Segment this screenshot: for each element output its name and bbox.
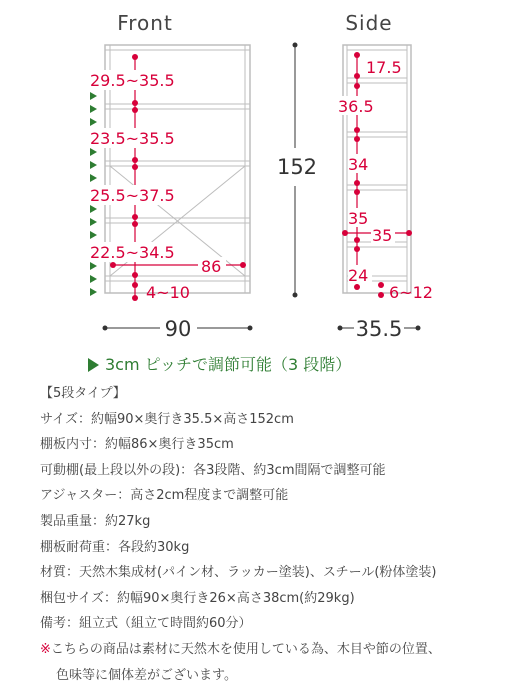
adjustable-pitch-note <box>88 352 351 375</box>
pitch-marker-icon <box>90 262 97 270</box>
spec-remarks: 備考：組立式（組立て時間約60分） <box>40 616 252 632</box>
spec-weight: 製品重量：約27kg <box>40 513 151 529</box>
side-gap-labels <box>337 57 433 302</box>
front-gap-1-label: 29.5~35.5 <box>90 71 175 90</box>
pitch-marker-icon <box>90 174 97 182</box>
side-inner-depth-label: 35 <box>372 226 393 245</box>
side-gap-4-label: 35 <box>348 209 369 228</box>
side-gap-2-label: 36.5 <box>338 97 374 116</box>
front-width-label: 90 <box>164 317 192 341</box>
side-depth-dimension <box>338 317 421 341</box>
total-height-label: 152 <box>276 155 318 179</box>
side-gap-1-label: 17.5 <box>366 58 402 77</box>
front-gap-labels <box>88 70 226 302</box>
spec-list <box>40 381 510 688</box>
note-mark: ※ <box>40 641 51 657</box>
side-gap-3-label: 34 <box>348 155 369 174</box>
pitch-marker-icon <box>90 148 97 156</box>
side-depth-label: 35.5 <box>355 317 403 341</box>
spec-heading: 【5段タイプ】 <box>40 386 126 401</box>
front-view-title: Front <box>117 11 173 35</box>
spec-adjuster: アジャスター：高さ2cm程度まで調整可能 <box>40 488 289 504</box>
pitch-marker-icon <box>90 161 97 169</box>
side-gap-5-label: 24 <box>348 266 369 285</box>
pitch-marker-icon <box>90 231 97 239</box>
pitch-marker-icon <box>90 205 97 213</box>
spec-package-size: 梱包サイズ：約幅90×奥行き26×高さ38cm(約29kg) <box>40 590 355 606</box>
spec-load-capacity: 棚板耐荷重：各段約30kg <box>40 539 190 555</box>
front-gap-4-label: 22.5~34.5 <box>90 243 175 262</box>
spec-natural-wood-note <box>40 637 510 688</box>
total-height-dimension <box>277 43 317 298</box>
pitch-marker-icon <box>90 92 97 100</box>
pitch-note-text: 3cm ピッチで調節可能（3 段階） <box>105 355 352 374</box>
pitch-marker-icon <box>90 218 97 226</box>
pitch-marker-icon <box>90 275 97 283</box>
spec-material: 材質：天然木集成材(パイン材、ラッカー塗装)、スチール(粉体塗装) <box>40 565 437 581</box>
front-adjuster-label: 4~10 <box>146 283 190 302</box>
side-red-dimension-lines <box>342 52 412 298</box>
note-line-1: こちらの商品は素材に天然木を使用している為、木目や節の位置、 <box>50 641 441 657</box>
note-line-2: 色味等に個体差がございます。 <box>56 667 237 683</box>
spec-movable-shelf: 可動棚(最上段以外の段)：各3段階、約3cm間隔で調整可能 <box>40 462 386 478</box>
pitch-marker-icon <box>90 288 97 296</box>
front-gap-2-label: 23.5~35.5 <box>90 129 175 148</box>
spec-shelf-inner: 棚板内寸：約幅86×奥行き35cm <box>40 437 234 453</box>
side-view-title: Side <box>345 11 393 35</box>
pitch-marker-icon <box>90 118 97 126</box>
play-arrow-icon <box>88 358 99 372</box>
spec-size: サイズ：約幅90×奥行き35.5×高さ152cm <box>40 411 294 427</box>
front-inner-width-label: 86 <box>201 257 222 276</box>
front-gap-3-label: 25.5~37.5 <box>90 186 175 205</box>
front-width-dimension <box>103 317 253 341</box>
pitch-marker-icon <box>90 105 97 113</box>
side-adjuster-label: 6~12 <box>389 283 433 302</box>
